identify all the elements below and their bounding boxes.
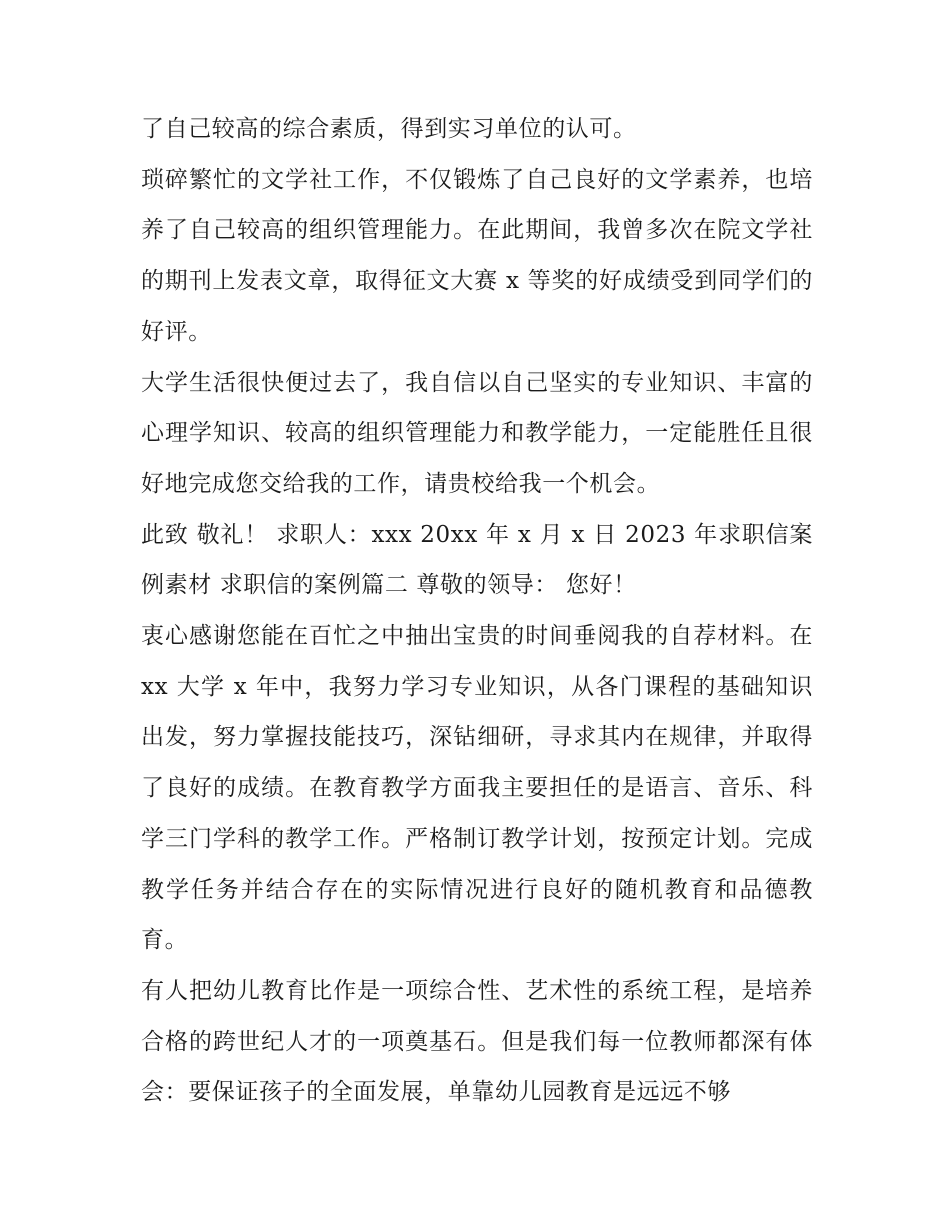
paragraph: 大学生活很快便过去了，我自信以自己坚实的专业知识、丰富的心理学知识、较高的组织管理能力和教学能力，一定能胜任且很好地完成您交给我的工作，请贵校给我一个机会。 — [141, 369, 813, 497]
paragraph: 有人把幼儿教育比作是一项综合性、艺术性的系统工程，是培养合格的跨世纪人才的一项奠基石。但是我们每一位教师都深有体会：要保证孩子的全面发展，单靠幼儿园教育是远远不够 — [141, 977, 813, 1106]
paragraph: 衷心感谢您能在百忙之中抽出宝贵的时间垂阅我的自荐材料。在 xx 大学 x 年中，我努力学习专业知识，从各门课程的基础知识出发，努力掌握技能技巧，深钻细研，寻求其内在规律，并取得了良好的成绩。在教育教学方面我主要担任的是语言、音乐、科学三门学科的教学工作。严格制订教学计划，按预定计划。完成教学任务并结合存在的实际情况进行良好的随机教育和品德教育。 — [141, 623, 813, 954]
paragraph: 此致 敬礼！ 求职人：xxx 20xx 年 x 月 x 日 2023 年求职信案例素材 求职信的案例篇二 尊敬的领导： 您好！ — [141, 521, 813, 599]
paragraph: 了自己较高的综合素质，得到实习单位的认可。 — [141, 116, 637, 142]
paragraph: 琐碎繁忙的文学社工作，不仅锻炼了自己良好的文学素养，也培养了自己较高的组织管理能力。在此期间，我曾多次在院文学社的期刊上发表文章，取得征文大赛 x 等奖的好成绩受到同学们的好评。 — [141, 166, 813, 345]
document-body — [141, 104, 813, 1118]
